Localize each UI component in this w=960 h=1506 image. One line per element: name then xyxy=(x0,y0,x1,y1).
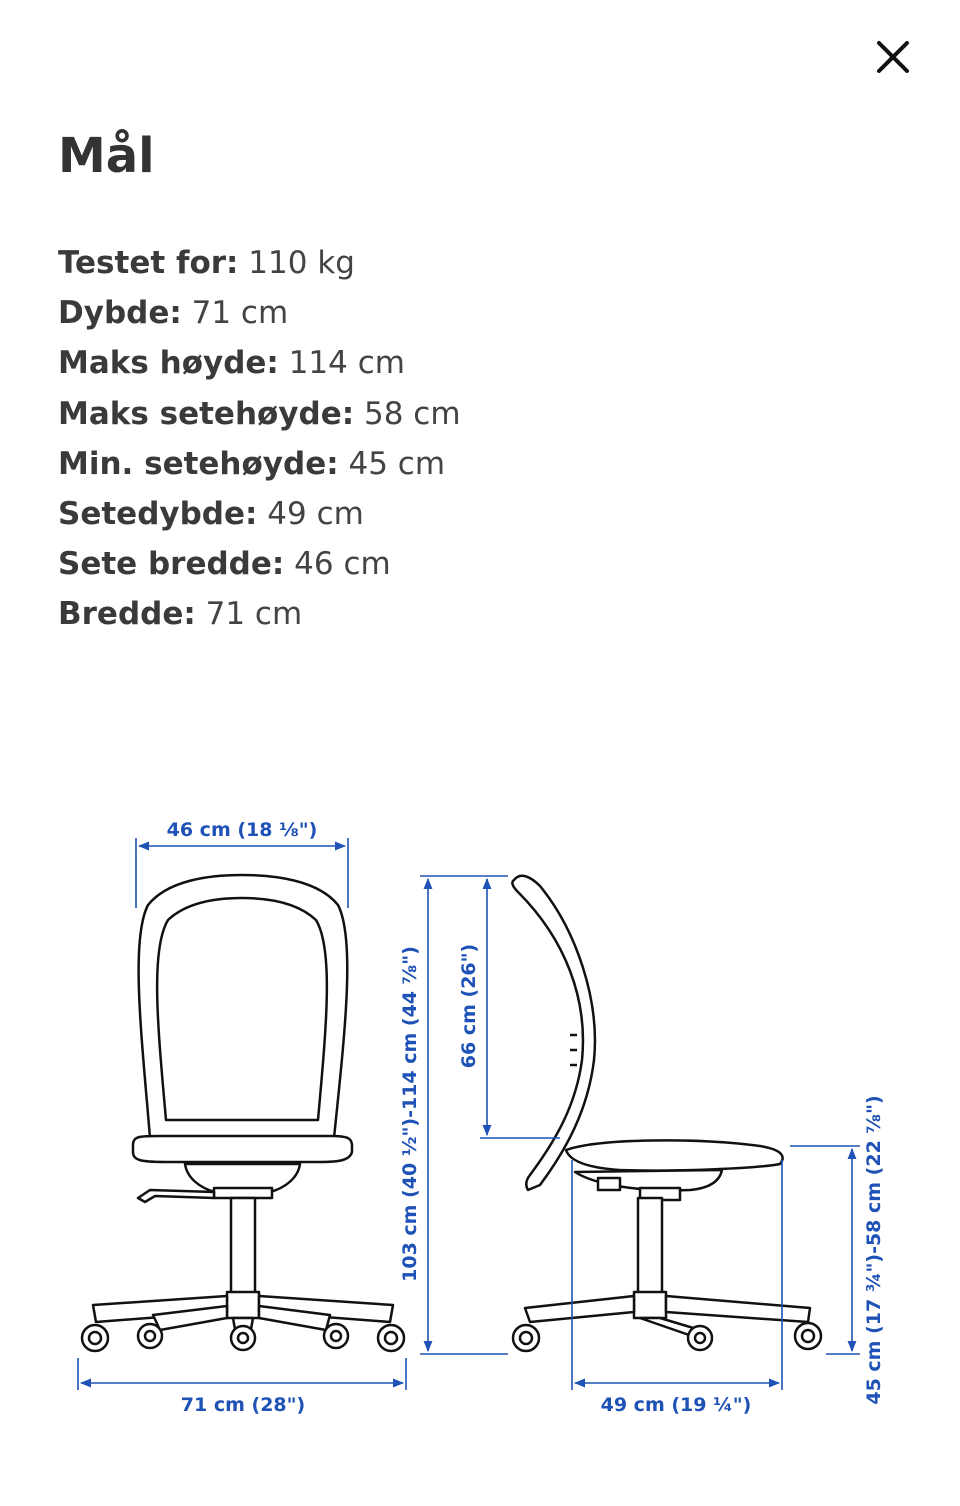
spec-row xyxy=(58,489,461,539)
spec-value: 71 cm xyxy=(205,596,303,633)
seat-width-label: 46 cm (18 ⅛") xyxy=(166,819,318,841)
close-icon xyxy=(866,30,920,84)
spec-value: 58 cm xyxy=(364,395,461,432)
spec-row xyxy=(58,338,461,388)
close-button[interactable] xyxy=(866,30,920,84)
spec-value: 49 cm xyxy=(267,495,364,532)
page-title: Mål xyxy=(58,128,155,184)
spec-value: 71 cm xyxy=(191,295,289,332)
spec-row xyxy=(58,238,461,288)
spec-row xyxy=(58,439,461,489)
back-height-label: 66 cm (26") xyxy=(458,943,480,1069)
chair-front-view xyxy=(82,875,404,1351)
spec-label: Maks setehøyde: xyxy=(58,395,355,432)
spec-label: Setedybde: xyxy=(58,495,258,532)
spec-value: 114 cm xyxy=(288,345,405,382)
spec-value: 45 cm xyxy=(348,445,446,482)
spec-label: Dybde: xyxy=(58,295,182,332)
spec-row xyxy=(58,288,461,338)
spec-label: Min. setehøyde: xyxy=(58,445,339,482)
spec-label: Maks høyde: xyxy=(58,345,279,382)
spec-value: 110 kg xyxy=(248,245,355,281)
chair-dimension-diagram xyxy=(0,800,960,1440)
seat-depth-label: 49 cm (19 ¼") xyxy=(600,1394,752,1416)
spec-value: 46 cm xyxy=(294,546,391,583)
spec-label: Bredde: xyxy=(58,596,196,633)
spec-label: Sete bredde: xyxy=(58,546,285,583)
chair-side-view xyxy=(512,876,821,1351)
spec-row xyxy=(58,589,461,639)
total-height-label: 103 cm (40 ½")-114 cm (44 ⅞") xyxy=(399,946,421,1282)
total-width-label: 71 cm (28") xyxy=(180,1394,306,1416)
seat-height-label: 45 cm (17 ¾")-58 cm (22 ⅞") xyxy=(863,1095,885,1405)
spec-row xyxy=(58,539,461,589)
spec-row xyxy=(58,389,461,439)
dimension-list xyxy=(58,238,461,640)
spec-label: Testet for: xyxy=(58,245,239,281)
